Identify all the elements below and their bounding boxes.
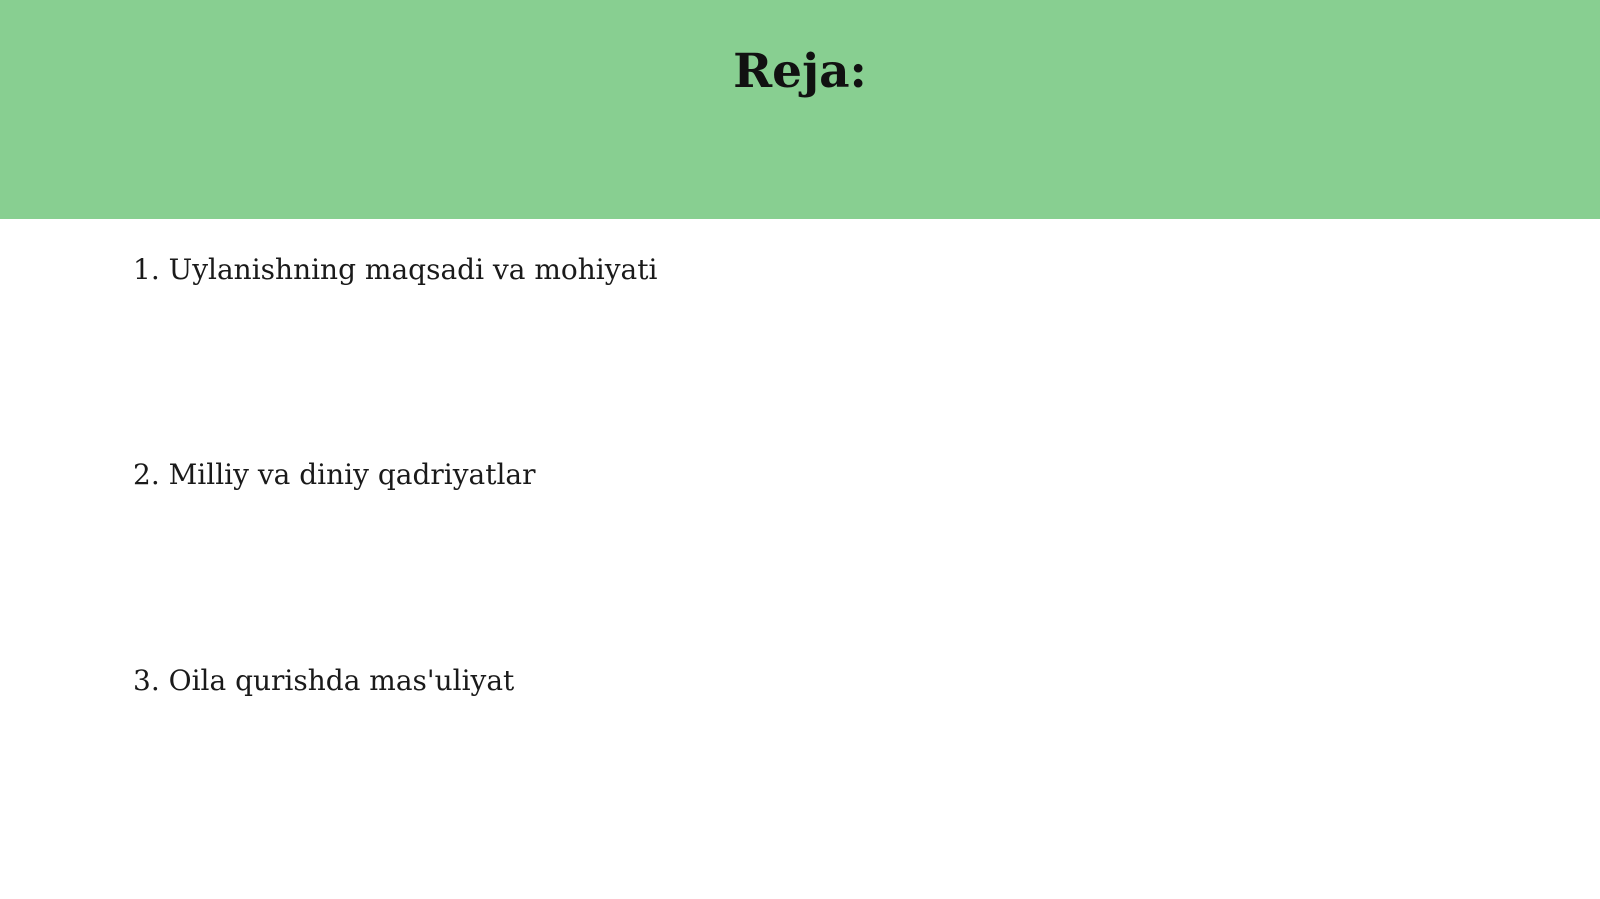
plan-item: 3. Oila qurishda mas'uliyat: [133, 664, 515, 697]
plan-item: 2. Milliy va diniy qadriyatlar: [133, 458, 536, 491]
plan-item: 1. Uylanishning maqsadi va mohiyati: [133, 253, 658, 286]
slide-title: Reja:: [733, 44, 867, 99]
header-band: [0, 0, 1600, 219]
